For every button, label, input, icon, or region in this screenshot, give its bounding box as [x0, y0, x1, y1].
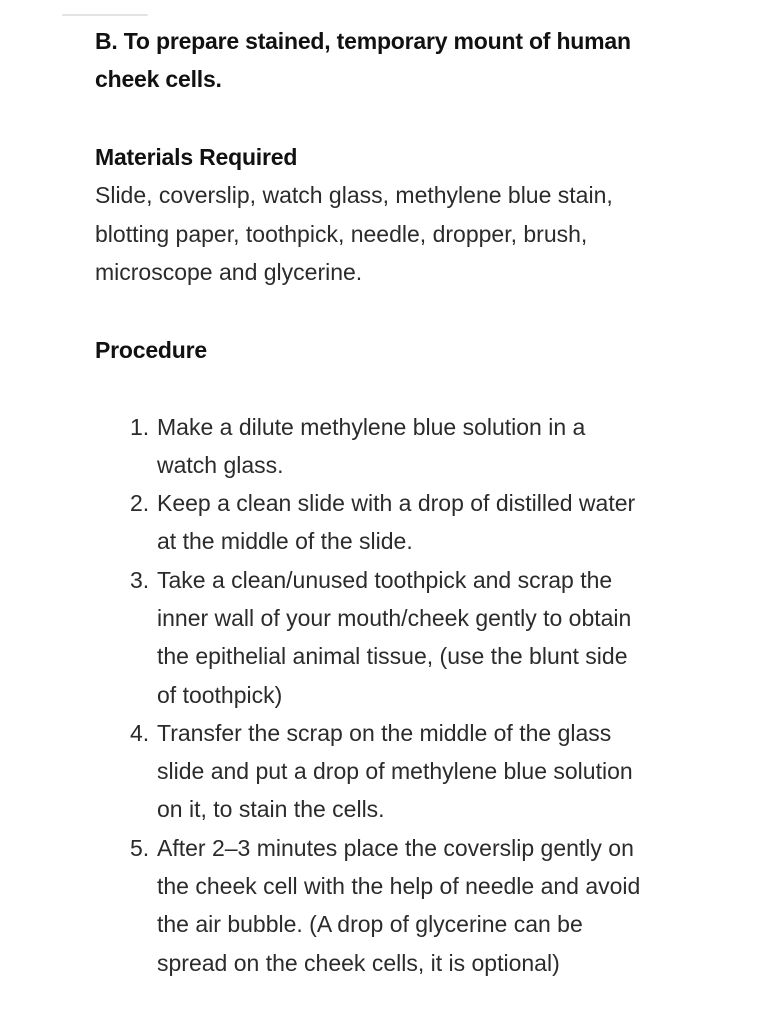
step-number: 1. — [130, 413, 150, 440]
section-title — [95, 22, 715, 98]
step-text-line: Take a clean/unused toothpick and scrap the — [157, 566, 613, 593]
procedure-step-5 — [95, 829, 717, 982]
step-text-line: After 2–3 minutes place the coverslip gently on — [157, 834, 634, 861]
step-text-line: Keep a clean slide with a drop of distilled water — [157, 490, 636, 517]
procedure-step-2 — [95, 484, 717, 561]
procedure-step-4 — [95, 714, 717, 829]
step-number: 3. — [130, 566, 150, 593]
step-text-line: on it, to stain the cells. — [157, 796, 385, 823]
step-text-line: Transfer the scrap on the middle of the glass — [157, 719, 612, 746]
materials-line: blotting paper, toothpick, needle, dropper, brush, — [95, 220, 588, 247]
materials-list — [95, 176, 675, 292]
materials-heading: Materials Required — [95, 144, 298, 170]
materials-line: microscope and glycerine. — [95, 259, 363, 285]
step-number: 2. — [130, 490, 150, 517]
step-text-line: of toothpick) — [157, 681, 283, 708]
section-title-line: cheek cells. — [95, 66, 222, 92]
step-text-line: the epithelial animal tissue, (use the blunt side — [157, 643, 628, 670]
materials-line: Slide, coverslip, watch glass, methylene blue stain, — [95, 182, 613, 208]
procedure-steps — [95, 408, 715, 982]
step-text-line: spread on the cheek cells, it is optional) — [157, 949, 560, 976]
step-number: 5. — [130, 834, 150, 861]
section-title-line: B. To prepare stained, temporary mount of human — [95, 28, 631, 54]
step-text-line: at the middle of the slide. — [157, 528, 413, 555]
procedure-step-1 — [95, 408, 717, 485]
document-body — [95, 22, 715, 982]
procedure-heading: Procedure — [95, 336, 207, 363]
step-text-line: watch glass. — [157, 451, 284, 478]
step-text-line: slide and put a drop of methylene blue solution — [157, 758, 633, 785]
step-text-line: inner wall of your mouth/cheek gently to obtain — [157, 604, 632, 631]
top-divider — [62, 14, 148, 16]
step-text-line: the air bubble. (A drop of glycerine can be — [157, 911, 583, 938]
step-number: 4. — [130, 719, 150, 746]
step-text-line: Make a dilute methylene blue solution in a — [157, 413, 586, 440]
step-text-line: the cheek cell with the help of needle and avoid — [157, 873, 641, 900]
procedure-step-3 — [95, 561, 717, 714]
